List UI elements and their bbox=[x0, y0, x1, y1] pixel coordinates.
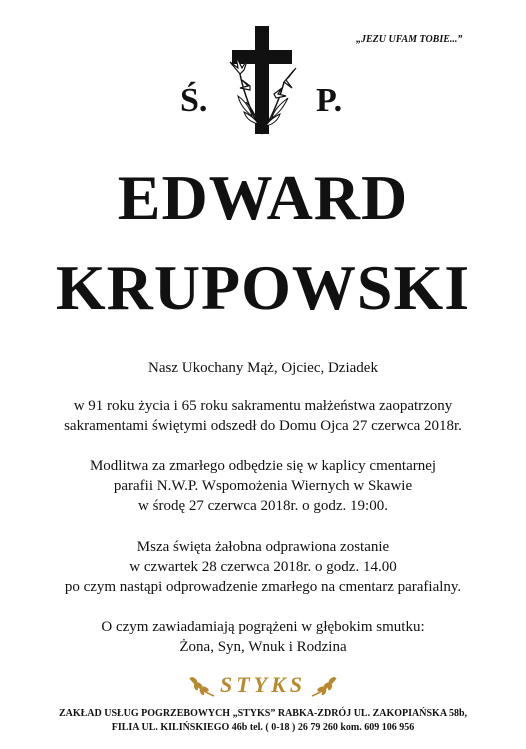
prayer-info bbox=[0, 456, 526, 516]
text-line: w środę 27 czerwca 2018r. o godz. 19:00. bbox=[138, 498, 388, 514]
text-line: w czwartek 28 czerwca 2018r. o godz. 14.00 bbox=[129, 559, 397, 575]
text-line: O czym zawiadamiają pogrążeni w głębokim smutku: bbox=[101, 619, 425, 635]
death-announcement bbox=[0, 396, 526, 436]
logo-text: STYKS bbox=[219, 672, 307, 697]
text-line: Nasz Ukochany Mąż, Ojciec, Dziadek bbox=[148, 360, 378, 376]
initial-pamieci: P. bbox=[316, 82, 343, 119]
styks-logo bbox=[186, 672, 340, 700]
laurel-branch-icon bbox=[186, 674, 216, 698]
initial-swietej: Ś. bbox=[180, 82, 208, 119]
funeral-home-branch: FILIA UL. KILIŃSKIEGO 46b tel. ( 0-18 ) 26 79 260 kom. 609 106 956 bbox=[111, 722, 415, 733]
text-line: po czym nastąpi odprowadzenie zmarłego na cmentarz parafialny. bbox=[64, 579, 462, 595]
text-line: Modlitwa za zmarłego odbędzie się w kaplicy cmentarnej bbox=[89, 458, 437, 474]
laurel-branch-icon bbox=[310, 674, 340, 698]
text-line: parafii N.W.P. Wspomożenia Wiernych w Skawie bbox=[113, 478, 413, 494]
funeral-mass-info bbox=[0, 537, 526, 597]
deceased-first-name: EDWARD bbox=[117, 162, 409, 233]
text-line: sakramentami świętymi odszedł do Domu Ojca 27 czerwca 2018r. bbox=[64, 418, 462, 434]
closing-statement bbox=[0, 617, 526, 657]
family-relation bbox=[0, 358, 526, 378]
text-line: Żona, Syn, Wnuk i Rodzina bbox=[179, 639, 347, 655]
funeral-home-address: ZAKŁAD USŁUG POGRZEBOWYCH „STYKS” RABKA-ZDRÓJ UL. ZAKOPIAŃSKA 58b, bbox=[58, 708, 468, 719]
motto: „JEZU UFAM TOBIE...” bbox=[356, 34, 463, 45]
text-line: w 91 roku życia i 65 roku sakramentu małżeństwa zaopatrzony bbox=[73, 398, 453, 414]
text-line: Msza święta żałobna odprawiona zostanie bbox=[136, 539, 390, 555]
cross-with-lilies-icon bbox=[222, 24, 302, 136]
deceased-last-name: KRUPOWSKI bbox=[55, 252, 471, 323]
